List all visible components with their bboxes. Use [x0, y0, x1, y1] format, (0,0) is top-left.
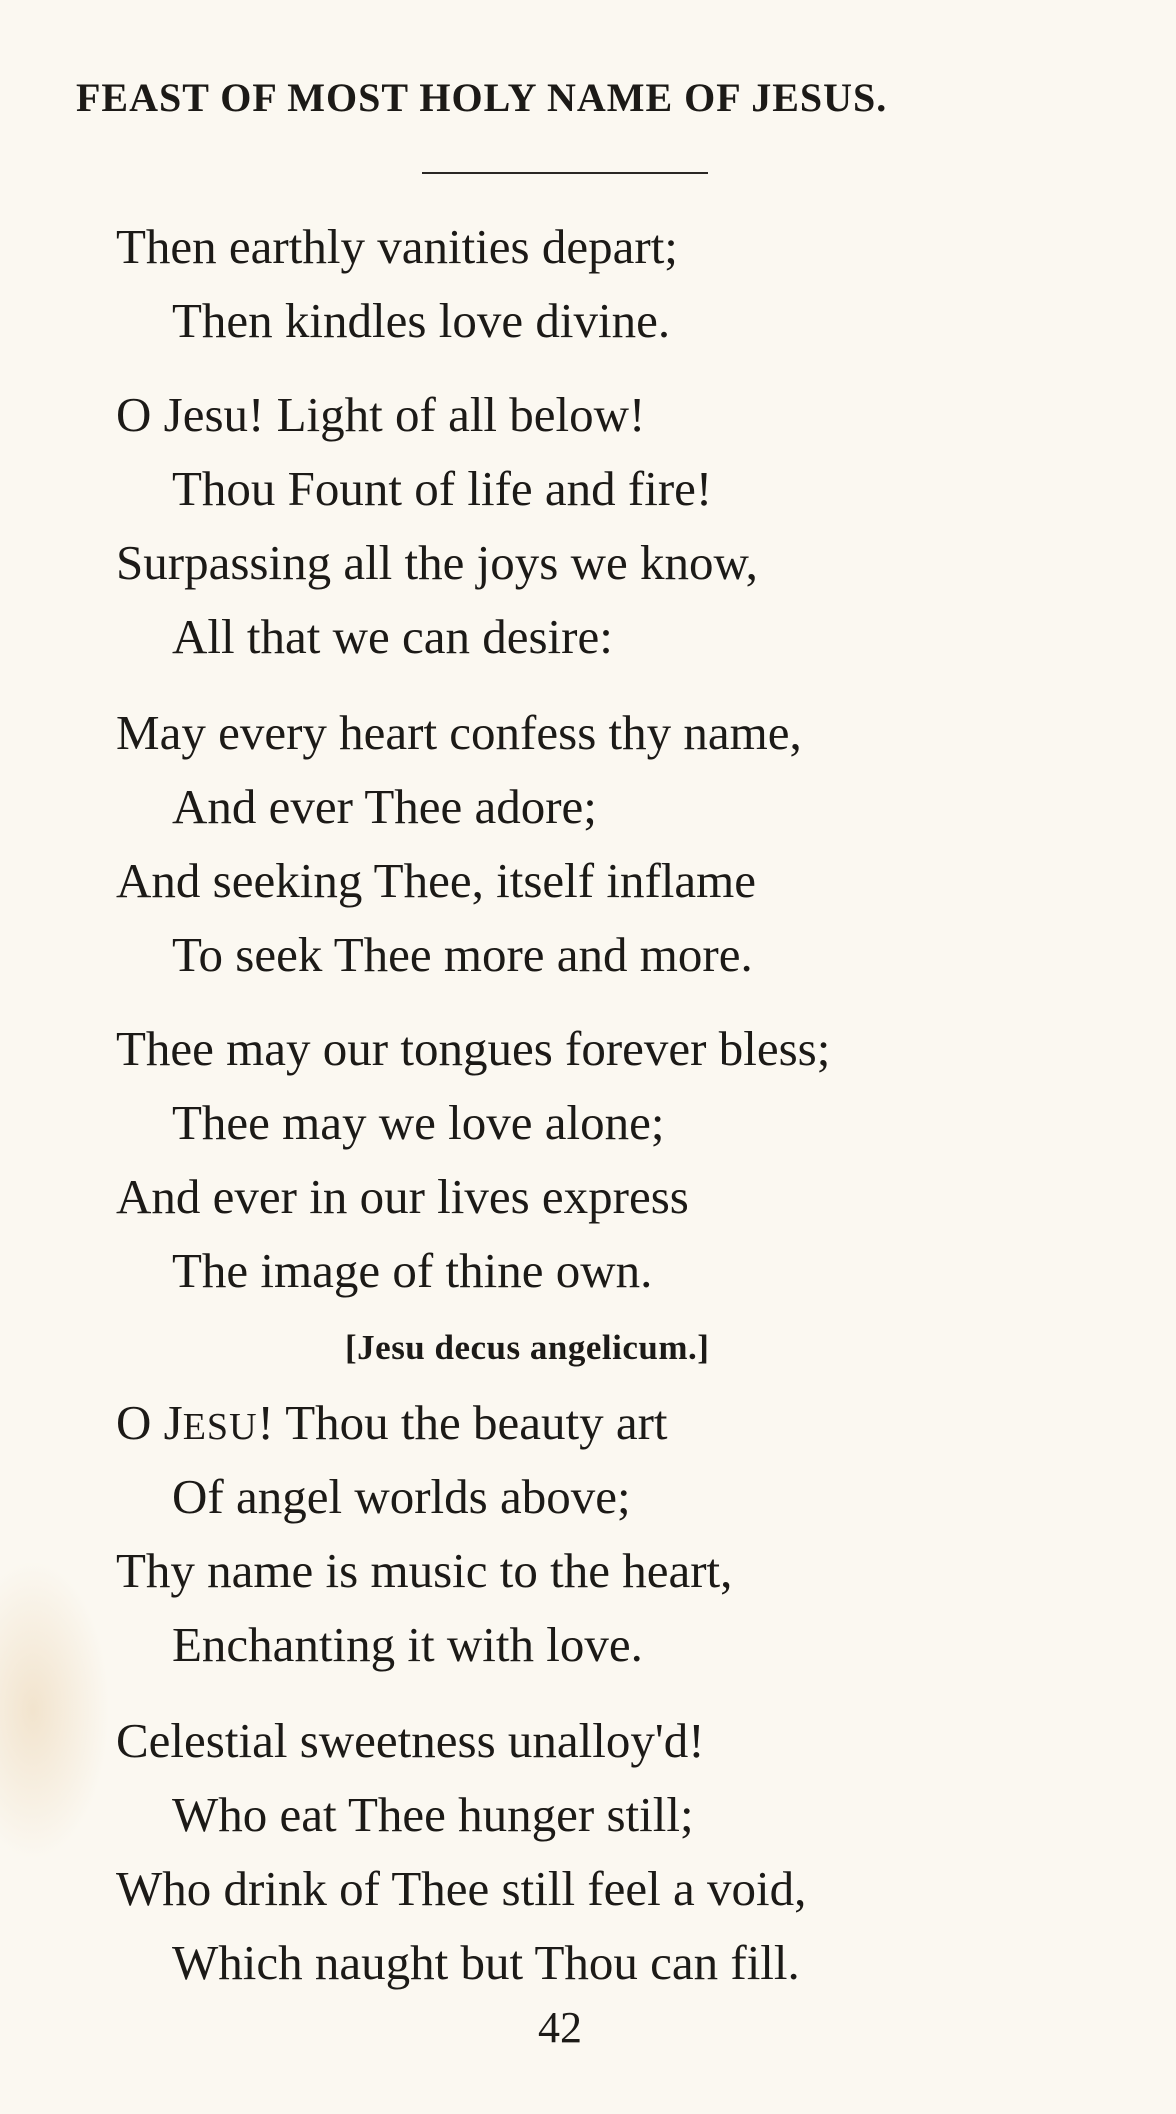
verse-line: And ever in our lives express — [116, 1169, 689, 1224]
verse-line: Of angel worlds above; — [172, 1469, 631, 1524]
paper-stain — [0, 1560, 110, 1860]
verse-line: Enchanting it with love. — [172, 1617, 643, 1672]
hymn-first-line-rest: ! Thou the beauty art — [257, 1395, 668, 1450]
verse-line: And seeking Thee, itself inflame — [116, 853, 756, 908]
verse-line: To seek Thee more and more. — [172, 927, 753, 982]
verse-line: Who eat Thee hunger still; — [172, 1787, 694, 1842]
verse-line: Thee may we love alone; — [172, 1095, 665, 1150]
verse-line: And ever Thee adore; — [172, 779, 597, 834]
verse-line: Thou Fount of life and fire! — [172, 461, 713, 516]
running-head: FEAST OF MOST HOLY NAME OF JESUS. — [76, 75, 888, 120]
verse-line: May every heart confess thy name, — [116, 705, 802, 760]
hymn-opening-small-caps: ESU — [182, 1406, 258, 1448]
hymn-opening: O J — [116, 1395, 183, 1450]
verse-line: Then earthly vanities depart; — [116, 219, 678, 274]
verse-line: The image of thine own. — [172, 1243, 653, 1298]
verse-line: Surpassing all the joys we know, — [116, 535, 758, 590]
header-rule — [422, 172, 708, 174]
hymn-title: [Jesu decus angelicum.] — [345, 1328, 710, 1367]
verse-line: All that we can desire: — [172, 609, 613, 664]
verse-line: Celestial sweetness unalloy'd! — [116, 1713, 705, 1768]
verse-line: Then kindles love divine. — [172, 293, 671, 348]
page-number: 42 — [538, 2003, 582, 2052]
verse-line: Who drink of Thee still feel a void, — [116, 1861, 807, 1916]
verse-line: Thy name is music to the heart, — [116, 1543, 733, 1598]
verse-line: O Jesu! Light of all below! — [116, 387, 646, 442]
verse-line: Which naught but Thou can fill. — [172, 1935, 800, 1990]
verse-line: Thee may our tongues forever bless; — [116, 1021, 831, 1076]
hymn-first-line — [116, 1395, 668, 1450]
